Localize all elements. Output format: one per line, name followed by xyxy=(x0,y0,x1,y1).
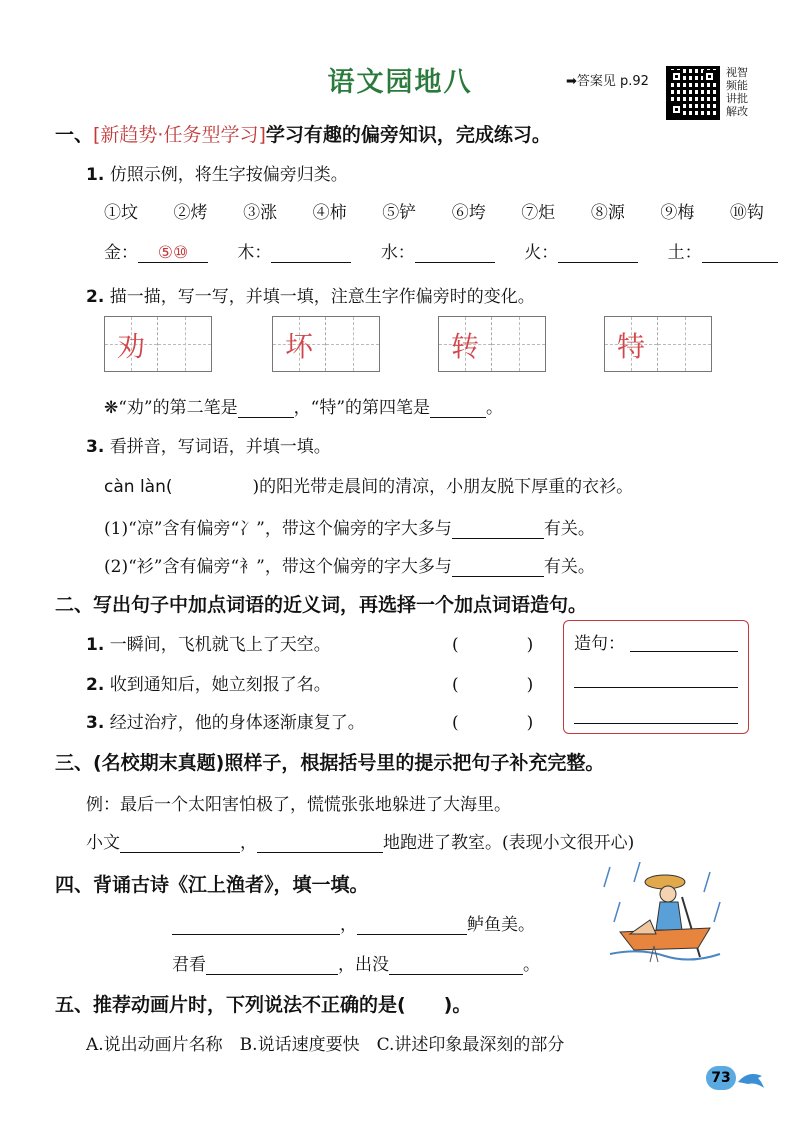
poem-answer-4[interactable] xyxy=(389,955,523,975)
sentence-line[interactable] xyxy=(630,651,738,652)
grid-cell[interactable] xyxy=(105,317,158,371)
page-title: 语文园地八 xyxy=(327,67,473,98)
character-item: ⑦炬 xyxy=(521,203,556,223)
sentence-line[interactable] xyxy=(574,723,738,724)
synonym-answer[interactable]: ( ) xyxy=(452,635,534,655)
stroke-answer-1[interactable] xyxy=(238,398,294,418)
category-row: 金： ⑤⑩ 木： 水： 火： 土： xyxy=(104,238,778,263)
section-tag: [新趋势·任务型学习] xyxy=(93,124,266,146)
category-answer-earth[interactable] xyxy=(702,243,778,263)
grid-cell[interactable] xyxy=(658,317,711,371)
radical-answer-2[interactable] xyxy=(452,557,544,577)
question-1-2: 2. 描一描，写一写，并填一填，注意生字作偏旁时的变化。 xyxy=(86,287,535,307)
make-sentence-label: 造句： xyxy=(574,634,625,654)
radical-answer-1[interactable] xyxy=(452,519,544,539)
writing-grid[interactable] xyxy=(104,316,212,372)
character-list xyxy=(104,198,764,223)
section-1-heading: 一、[新趋势·任务型学习]学习有趣的偏旁知识，完成练习。 xyxy=(55,124,551,146)
grid-cell[interactable] xyxy=(326,317,379,371)
character-item: ①坟 xyxy=(104,203,138,223)
question-1-1: 1. 仿照示例，将生字按偏旁归类。 xyxy=(86,165,348,185)
trace-character: 特 xyxy=(616,330,645,363)
grid-cell[interactable] xyxy=(273,317,326,371)
answer-options: A.说出动画片名称 B.说话速度要快 C.讲述印象最深刻的部分 xyxy=(86,1035,565,1055)
synonym-item: 3. 经过治疗，他的身体逐渐康复了。 xyxy=(86,713,365,733)
trace-character: 坏 xyxy=(284,330,313,363)
character-item: ⑨梅 xyxy=(660,203,695,223)
poem-answer-2[interactable] xyxy=(357,915,467,935)
section-3-heading: 三、(名校期末真题)照样子，根据括号里的提示把句子补充完整。 xyxy=(55,752,605,774)
sentence-answer-2[interactable] xyxy=(257,833,383,853)
trace-character: 劝 xyxy=(116,330,145,363)
grid-cell[interactable] xyxy=(158,317,211,371)
stroke-answer-2[interactable] xyxy=(430,398,486,418)
grid-cell[interactable] xyxy=(492,317,545,371)
poem-answer-1[interactable] xyxy=(172,915,340,935)
pinyin: càn làn( xyxy=(104,477,173,497)
writing-grid[interactable] xyxy=(272,316,380,372)
category-answer-wood[interactable] xyxy=(271,243,351,263)
section-5-heading: 五、推荐动画片时，下列说法不正确的是( )。 xyxy=(55,994,472,1016)
radical-question-1: (1)“凉”含有偏旁“冫”，带这个偏旁的字大多与 有关。 xyxy=(104,519,595,539)
category-answer-fire[interactable] xyxy=(558,243,638,263)
fisherman-boat-illustration xyxy=(600,862,730,972)
poem-line-1: ， 鲈鱼美。 xyxy=(172,910,535,935)
grid-cell[interactable] xyxy=(439,317,492,371)
grid-cell[interactable] xyxy=(605,317,658,371)
qr-caption: 视智 频能 讲批 解改 xyxy=(726,66,748,118)
character-item: ④柿 xyxy=(312,203,347,223)
pinyin-sentence: càn làn( )的阳光带走晨间的清凉，小朋友脱下厚重的衣衫。 xyxy=(104,477,634,497)
poem-line-2: 君看 ，出没 。 xyxy=(172,955,540,975)
synonym-answer[interactable]: ( ) xyxy=(452,675,534,695)
writing-grid[interactable] xyxy=(604,316,712,372)
character-item: ⑧源 xyxy=(590,203,625,223)
character-item: ⑥垮 xyxy=(451,203,486,223)
sentence-completion: 小文 ， 地跑进了教室。(表现小文很开心) xyxy=(86,833,635,853)
synonym-item: 1. 一瞬间，飞机就飞上了天空。 xyxy=(86,635,331,655)
section-4-heading: 四、背诵古诗《江上渔者》，填一填。 xyxy=(55,874,369,896)
writing-grid[interactable] xyxy=(438,316,546,372)
dolphin-icon xyxy=(736,1068,766,1090)
character-item: ③涨 xyxy=(243,203,278,223)
character-item: ②烤 xyxy=(173,203,208,223)
radical-question-2: (2)“衫”含有偏旁“衤”，带这个偏旁的字大多与 有关。 xyxy=(104,557,595,577)
character-item: ⑩钩 xyxy=(729,203,764,223)
category-answer-metal[interactable]: ⑤⑩ xyxy=(138,243,208,263)
page-number: 73 xyxy=(706,1066,736,1090)
question-1-3: 3. 看拼音，写词语，并填一填。 xyxy=(86,437,331,457)
poem-answer-3[interactable] xyxy=(206,955,338,975)
trace-character: 转 xyxy=(450,330,479,363)
stroke-note: ❋“劝”的第二笔是 ，“特”的第四笔是 。 xyxy=(104,398,504,418)
answer-reference: ➡答案见 p.92 xyxy=(566,74,649,89)
section-2-heading: 二、写出句子中加点词语的近义词，再选择一个加点词语造句。 xyxy=(55,594,588,616)
synonym-answer[interactable]: ( ) xyxy=(452,713,534,733)
category-answer-water[interactable] xyxy=(415,243,495,263)
example-sentence: 例：最后一个太阳害怕极了，慌慌张张地躲进了大海里。 xyxy=(86,795,511,815)
sentence-line[interactable] xyxy=(574,687,738,688)
sentence-answer-1[interactable] xyxy=(120,833,240,853)
synonym-item: 2. 收到通知后，她立刻报了名。 xyxy=(86,675,331,695)
sentence-box[interactable] xyxy=(563,620,749,734)
character-item: ⑤铲 xyxy=(382,203,417,223)
qr-code-icon[interactable] xyxy=(666,66,720,120)
